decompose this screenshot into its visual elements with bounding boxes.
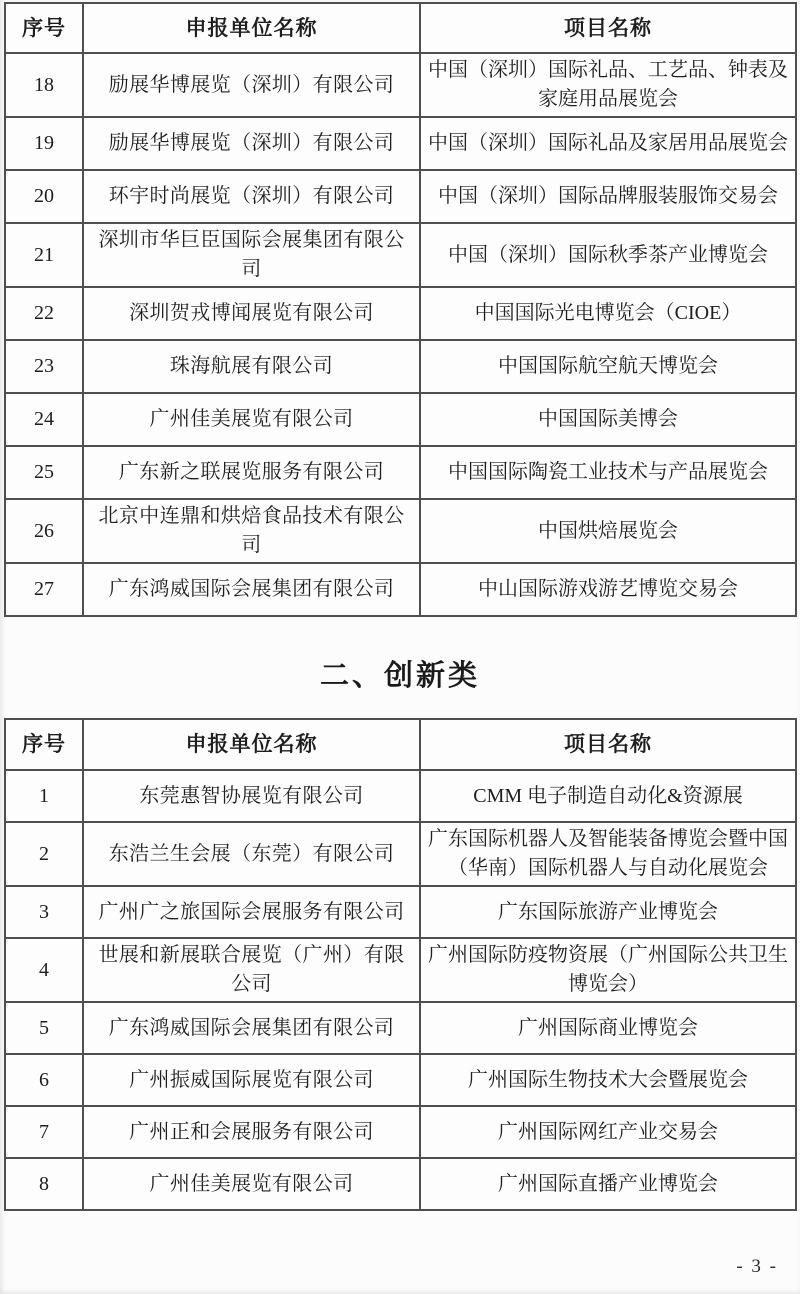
- row-number-cell: 21: [5, 223, 83, 287]
- table-row: [5, 446, 796, 499]
- table-row: [5, 1106, 796, 1158]
- row-number-cell: 8: [5, 1158, 83, 1210]
- unit-name-cell: 广州正和会展服务有限公司: [83, 1106, 420, 1158]
- table-body: [5, 53, 796, 616]
- unit-name-cell: 深圳贺戎博闻展览有限公司: [83, 287, 420, 340]
- table-row: [5, 886, 796, 938]
- row-number-cell: 19: [5, 117, 83, 170]
- project-name-cell: CMM 电子制造自动化&资源展: [420, 770, 796, 822]
- row-number-cell: 25: [5, 446, 83, 499]
- table-row: [5, 1002, 796, 1054]
- project-name-cell: 中国（深圳）国际礼品、工艺品、钟表及家庭用品展览会: [420, 53, 796, 117]
- unit-name-cell: 广州振威国际展览有限公司: [83, 1054, 420, 1106]
- project-name-cell: 广州国际商业博览会: [420, 1002, 796, 1054]
- row-number-cell: 2: [5, 822, 83, 886]
- page-number: - 3 -: [736, 1256, 778, 1277]
- row-number-cell: 6: [5, 1054, 83, 1106]
- row-number-cell: 22: [5, 287, 83, 340]
- unit-name-cell: 环宇时尚展览（深圳）有限公司: [83, 170, 420, 223]
- col-header-index: 序号: [5, 3, 83, 53]
- row-number-cell: 1: [5, 770, 83, 822]
- col-header-project-name: 项目名称: [420, 719, 796, 770]
- row-number-cell: 24: [5, 393, 83, 446]
- project-name-cell: 中国国际光电博览会（CIOE）: [420, 287, 796, 340]
- table-row: [5, 287, 796, 340]
- project-name-cell: 中国国际陶瓷工业技术与产品展览会: [420, 446, 796, 499]
- unit-name-cell: 广东鸿威国际会展集团有限公司: [83, 1002, 420, 1054]
- table-row: [5, 563, 796, 616]
- unit-name-cell: 世展和新展联合展览（广州）有限公司: [83, 938, 420, 1002]
- unit-name-cell: 广东新之联展览服务有限公司: [83, 446, 420, 499]
- category2-innovation-table: [4, 718, 797, 1211]
- unit-name-cell: 励展华博展览（深圳）有限公司: [83, 117, 420, 170]
- unit-name-cell: 珠海航展有限公司: [83, 340, 420, 393]
- table-row: [5, 393, 796, 446]
- project-name-cell: 中国（深圳）国际品牌服装服饰交易会: [420, 170, 796, 223]
- unit-name-cell: 东莞惠智协展览有限公司: [83, 770, 420, 822]
- table-header-row: [5, 719, 796, 770]
- section-heading-innovation-category: 二、创新类: [319, 660, 480, 692]
- table-row: [5, 938, 796, 1002]
- row-number-cell: 5: [5, 1002, 83, 1054]
- table-row: [5, 770, 796, 822]
- project-name-cell: 广州国际生物技术大会暨展览会: [420, 1054, 796, 1106]
- table-row: [5, 822, 796, 886]
- table-row: [5, 170, 796, 223]
- unit-name-cell: 励展华博展览（深圳）有限公司: [83, 53, 420, 117]
- unit-name-cell: 广州佳美展览有限公司: [83, 1158, 420, 1210]
- row-number-cell: 26: [5, 499, 83, 563]
- col-header-project-name: 项目名称: [420, 3, 796, 53]
- table-body: [5, 770, 796, 1210]
- project-name-cell: 中国国际美博会: [420, 393, 796, 446]
- table-header-row: [5, 3, 796, 53]
- table-row: [5, 117, 796, 170]
- table-row: [5, 223, 796, 287]
- table-row: [5, 1054, 796, 1106]
- project-name-cell: 广州国际网红产业交易会: [420, 1106, 796, 1158]
- project-name-cell: 广东国际机器人及智能装备博览会暨中国（华南）国际机器人与自动化展览会: [420, 822, 796, 886]
- row-number-cell: 3: [5, 886, 83, 938]
- unit-name-cell: 广州广之旅国际会展服务有限公司: [83, 886, 420, 938]
- col-header-unit-name: 申报单位名称: [83, 719, 420, 770]
- col-header-unit-name: 申报单位名称: [83, 3, 420, 53]
- project-name-cell: 中国（深圳）国际礼品及家居用品展览会: [420, 117, 796, 170]
- unit-name-cell: 广东鸿威国际会展集团有限公司: [83, 563, 420, 616]
- col-header-index: 序号: [5, 719, 83, 770]
- project-name-cell: 广州国际防疫物资展（广州国际公共卫生博览会）: [420, 938, 796, 1002]
- row-number-cell: 7: [5, 1106, 83, 1158]
- unit-name-cell: 广州佳美展览有限公司: [83, 393, 420, 446]
- unit-name-cell: 北京中连鼎和烘焙食品技术有限公司: [83, 499, 420, 563]
- row-number-cell: 23: [5, 340, 83, 393]
- project-name-cell: 广东国际旅游产业博览会: [420, 886, 796, 938]
- row-number-cell: 27: [5, 563, 83, 616]
- category1-projects-table: [4, 2, 797, 617]
- unit-name-cell: 深圳市华巨臣国际会展集团有限公司: [83, 223, 420, 287]
- project-name-cell: 广州国际直播产业博览会: [420, 1158, 796, 1210]
- project-name-cell: 中国（深圳）国际秋季茶产业博览会: [420, 223, 796, 287]
- unit-name-cell: 东浩兰生会展（东莞）有限公司: [83, 822, 420, 886]
- project-name-cell: 中国国际航空航天博览会: [420, 340, 796, 393]
- table-row: [5, 499, 796, 563]
- project-name-cell: 中山国际游戏游艺博览交易会: [420, 563, 796, 616]
- row-number-cell: 18: [5, 53, 83, 117]
- row-number-cell: 4: [5, 938, 83, 1002]
- project-name-cell: 中国烘焙展览会: [420, 499, 796, 563]
- row-number-cell: 20: [5, 170, 83, 223]
- table-row: [5, 1158, 796, 1210]
- table-row: [5, 53, 796, 117]
- table-row: [5, 340, 796, 393]
